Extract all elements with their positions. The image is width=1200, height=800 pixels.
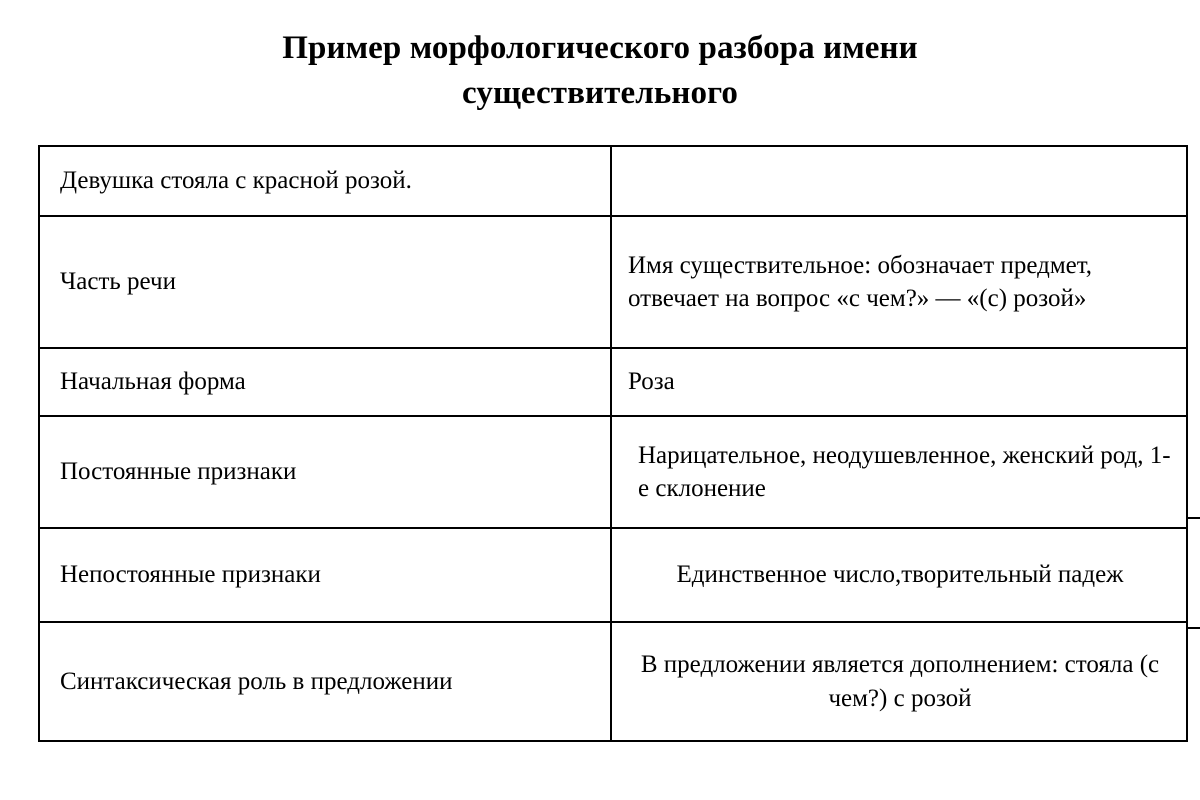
page-title-line-2: существительного: [462, 74, 738, 111]
table-cell-value-syntactic-role: [611, 622, 1187, 741]
table-cell-label-variable-features: [39, 528, 611, 622]
table-cell-value-variable-features: [611, 528, 1187, 622]
table-row: [39, 528, 1187, 622]
table-cell-label-sentence: [39, 146, 611, 216]
table-cell-value-sentence: [611, 146, 1187, 216]
table-row: [39, 622, 1187, 741]
table-row: [39, 146, 1187, 216]
table-cell-label-syntactic-role: [39, 622, 611, 741]
part-of-speech-value: Имя существительное: обозначает предмет, отвечает на вопрос «с чем?» — «(с) розой»: [628, 251, 1093, 312]
initial-form-value: Роза: [628, 368, 675, 396]
table-body: [39, 146, 1187, 741]
table-cell-value-constant-features: [611, 416, 1187, 528]
variable-features-value: Единственное число,творительный падеж: [676, 561, 1124, 589]
constant-features-value: Нарицательное, неодушевленное, женский род, 1-е склонение: [638, 441, 1171, 502]
page-title-line-1: Пример морфологического разбора имени: [282, 30, 918, 66]
part-of-speech-label: Часть речи: [60, 268, 176, 296]
table-cell-label-part-of-speech: [39, 216, 611, 348]
row-divider-overhang: [1186, 517, 1200, 519]
syntactic-role-label: Синтаксическая роль в предложении: [60, 667, 453, 695]
table-cell-value-part-of-speech: [611, 216, 1187, 348]
initial-form-label: Начальная форма: [60, 368, 246, 396]
constant-features-label: Постоянные признаки: [60, 458, 297, 486]
page-title: [0, 0, 1200, 115]
syntactic-role-value: В предложении является дополнением: стояла (с чем?) с розой: [640, 651, 1160, 712]
table-cell-label-initial-form: [39, 348, 611, 416]
table-row: [39, 216, 1187, 348]
sentence-value: [612, 171, 1186, 191]
table-row: [39, 348, 1187, 416]
morphological-analysis-table: [38, 145, 1188, 742]
sentence-label: Девушка стояла с красной розой.: [60, 167, 412, 195]
table-cell-label-constant-features: [39, 416, 611, 528]
row-divider-overhang: [1186, 627, 1200, 629]
table-cell-value-initial-form: [611, 348, 1187, 416]
variable-features-label: Непостоянные признаки: [60, 561, 321, 589]
morphological-analysis-table-wrapper: [38, 145, 1186, 742]
table-row: [39, 416, 1187, 528]
